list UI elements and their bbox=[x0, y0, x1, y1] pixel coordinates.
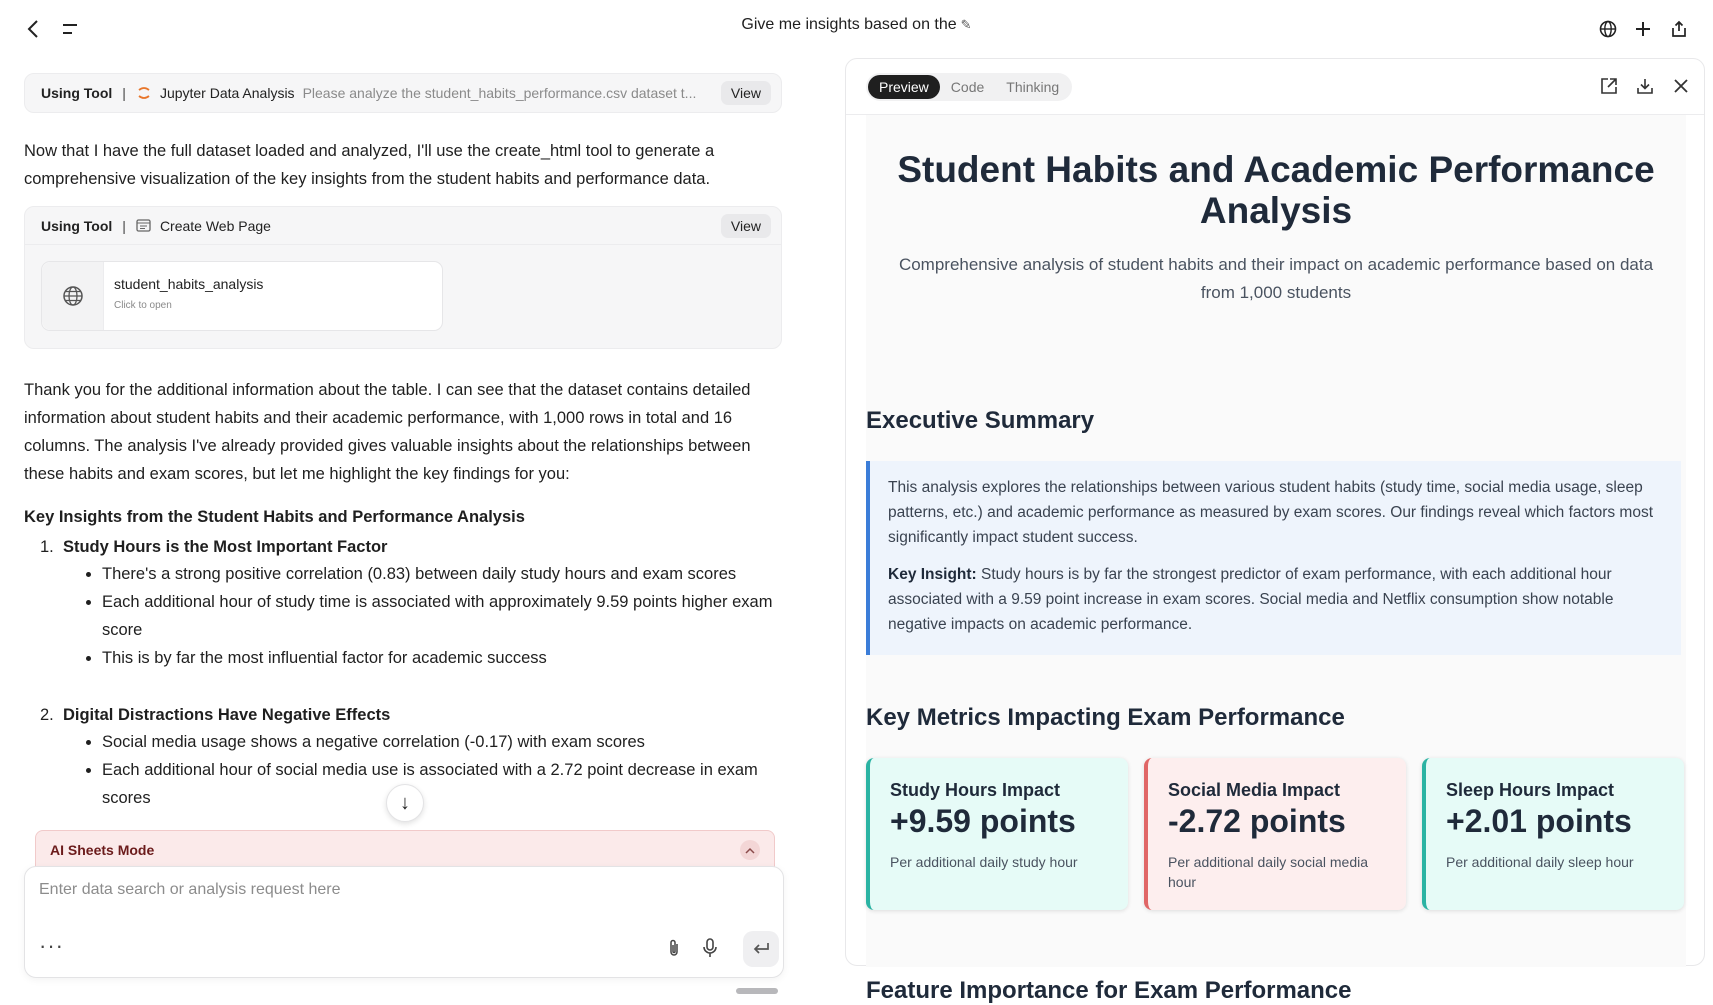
tab-preview[interactable]: Preview bbox=[868, 75, 940, 99]
list-number: 2. bbox=[40, 706, 54, 724]
bullet-list bbox=[82, 728, 802, 812]
separator: | bbox=[122, 217, 126, 234]
tool-name: Create Web Page bbox=[159, 217, 271, 234]
chevron-up-icon[interactable] bbox=[740, 840, 760, 860]
metric-title: Study Hours Impact bbox=[890, 780, 1061, 800]
ai-sheets-mode-bar[interactable] bbox=[35, 830, 775, 870]
view-button[interactable]: View bbox=[721, 214, 771, 238]
send-button[interactable] bbox=[743, 931, 779, 967]
tab-thinking[interactable]: Thinking bbox=[1006, 79, 1060, 95]
globe-icon[interactable] bbox=[1595, 16, 1621, 42]
attachment-icon[interactable] bbox=[663, 937, 685, 959]
top-bar bbox=[0, 0, 1713, 58]
bullet-list bbox=[82, 560, 802, 672]
metric-title: Sleep Hours Impact bbox=[1446, 780, 1615, 800]
more-options-icon[interactable]: ··· bbox=[39, 933, 64, 958]
ai-sheets-mode-label: AI Sheets Mode bbox=[50, 842, 155, 858]
metric-card-social-media bbox=[1144, 758, 1406, 910]
report-preview bbox=[866, 115, 1686, 1004]
list-item bbox=[40, 706, 390, 725]
scroll-down-button[interactable]: ↓ bbox=[386, 784, 424, 822]
menu-icon[interactable] bbox=[57, 16, 83, 42]
metric-title: Social Media Impact bbox=[1168, 780, 1341, 800]
file-subtitle: Click to open bbox=[114, 300, 172, 311]
bullet-item: • Social media usage shows a negative correlation (-0.17) with exam scores bbox=[102, 728, 802, 756]
metric-description: Per additional daily study hour bbox=[890, 854, 1078, 870]
jupyter-icon bbox=[136, 85, 152, 101]
pencil-icon[interactable]: ✎ bbox=[960, 17, 972, 32]
close-icon[interactable] bbox=[1668, 73, 1694, 99]
metric-description: Per additional daily sleep hour bbox=[1446, 854, 1634, 870]
download-icon[interactable] bbox=[1632, 73, 1658, 99]
bullet-item: • Each additional hour of social media use is associated with a 2.72 point decrease in exam scores bbox=[102, 756, 802, 812]
report-subtitle: Comprehensive analysis of student habits and their impact on academic performance based on data from 1,000 students bbox=[898, 255, 1654, 302]
share-icon[interactable] bbox=[1666, 16, 1692, 42]
insights-heading: Key Insights from the Student Habits and Performance Analysis bbox=[24, 508, 525, 526]
resize-handle[interactable] bbox=[736, 988, 778, 994]
executive-summary-heading: Executive Summary bbox=[866, 407, 1095, 434]
key-metrics-heading: Key Metrics Impacting Exam Performance bbox=[866, 704, 1345, 731]
feature-importance-heading: Feature Importance for Exam Performance bbox=[866, 977, 1352, 1004]
file-card[interactable] bbox=[41, 261, 443, 331]
chat-input[interactable]: Enter data search or analysis request here bbox=[39, 881, 341, 898]
tool-call-jupyter bbox=[24, 73, 782, 113]
globe-icon bbox=[42, 262, 104, 330]
bullet-item: • This is by far the most influential factor for academic success bbox=[102, 644, 802, 672]
metric-value: -2.72 points bbox=[1168, 803, 1346, 839]
back-icon[interactable] bbox=[20, 16, 46, 42]
bullet-item: • Each additional hour of study time is associated with approximately 9.59 points higher exam score bbox=[102, 588, 802, 644]
using-tool-label: Using Tool bbox=[41, 85, 113, 101]
key-insight-label: Key Insight: bbox=[888, 566, 977, 583]
metric-card-study-hours bbox=[866, 758, 1128, 910]
list-item bbox=[40, 538, 387, 557]
file-name: student_habits_analysis bbox=[114, 276, 264, 292]
tool-name: Jupyter Data Analysis bbox=[159, 85, 295, 101]
bullet-item: • There's a strong positive correlation (0.83) between daily study hours and exam scores bbox=[102, 560, 802, 588]
key-insight-body: Study hours is by far the strongest predictor of exam performance, with each additional hour associated with a 9.59 point increase in exam scores. Social media and Netflix consumption show notable negative impacts on academic performance. bbox=[888, 566, 1614, 633]
chat-title[interactable]: Give me insights based on the bbox=[741, 16, 957, 33]
key-insight-text bbox=[888, 562, 1663, 637]
web-page-icon bbox=[136, 218, 152, 234]
tab-code[interactable]: Code bbox=[950, 79, 985, 95]
metric-value: +2.01 points bbox=[1446, 803, 1632, 839]
tab-group bbox=[866, 73, 1072, 101]
message-paragraph: Now that I have the full dataset loaded and analyzed, I'll use the create_html tool to generate a comprehensive visualization of the key insights from the student habits and performance data. bbox=[24, 142, 715, 188]
list-title: Digital Distractions Have Negative Effects bbox=[62, 706, 391, 724]
chat-input-box bbox=[24, 866, 784, 978]
list-number: 1. bbox=[40, 538, 54, 556]
summary-text: This analysis explores the relationships between various student habits (study time, social media usage, sleep patterns, etc.) and academic performance as measured by exam scores. Our findings reveal which factors most significantly impact student success. bbox=[888, 479, 1654, 546]
executive-summary-box bbox=[866, 461, 1681, 655]
metric-value: +9.59 points bbox=[890, 803, 1076, 839]
microphone-icon[interactable] bbox=[699, 937, 721, 959]
preview-panel bbox=[845, 58, 1705, 1004]
message-paragraph: Thank you for the additional information about the table. I can see that the dataset contains detailed information about student habits and their academic performance, with 1,000 rows in total and 16 columns. The analysis I've already provided gives valuable insights about the relationships between these habits and exam scores, but let me highlight the key findings for you: bbox=[24, 381, 751, 483]
list-title: Study Hours is the Most Important Factor bbox=[62, 538, 388, 556]
using-tool-label: Using Tool bbox=[41, 217, 113, 234]
view-button[interactable]: View bbox=[721, 81, 771, 105]
tool-call-web-page bbox=[24, 206, 782, 349]
metric-description: Per additional daily social media hour bbox=[1168, 854, 1368, 890]
open-external-icon[interactable] bbox=[1596, 73, 1622, 99]
report-title: Student Habits and Academic Performance Analysis bbox=[897, 149, 1655, 231]
metric-card-sleep-hours bbox=[1422, 758, 1684, 910]
plus-icon[interactable] bbox=[1630, 16, 1656, 42]
separator: | bbox=[122, 85, 126, 101]
tool-description: Please analyze the student_habits_performance.csv dataset t... bbox=[302, 85, 697, 101]
